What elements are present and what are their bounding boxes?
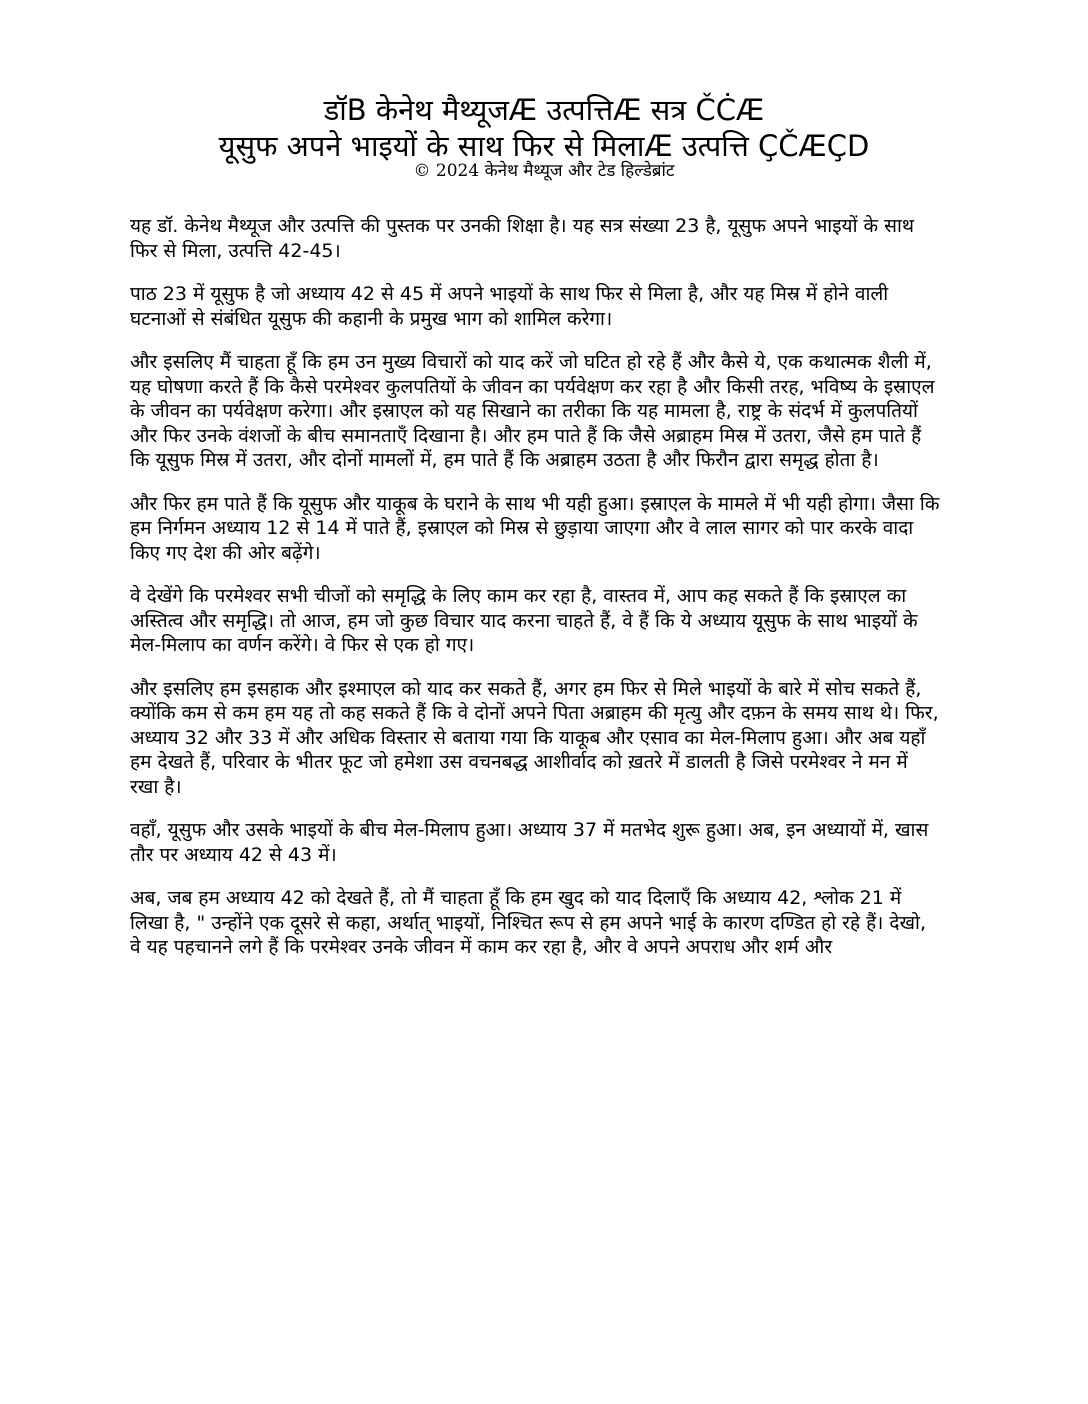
document-header — [100, 92, 988, 182]
paragraph-3: और इसलिए मैं चाहता हूँ कि हम उन मुख्य विचारों को याद करें जो घटित हो रहे हैं और कैसे ये, एक कथात्मक शैली में, यह घोषणा करते हैं कि कैसे परमेश्वर कुलपतियों के जीवन का पर्यवेक्षण कर रहा है और किसी तरह, भविष्य के इस्राएल के जीवन का पर्यवेक्षण करेगा। और इस्राएल को यह सिखाने का तरीका कि यह मामला है, राष्ट्र के संदर्भ में कुलपतियों और फिर उनके वंशजों के बीच समानताएँ दिखाना है। और हम पाते हैं कि जैसे अब्राहम मिस्र में उतरा, जैसे हम पाते हैं कि यूसुफ मिस्र में उतरा, और दोनों मामलों में, हम पाते हैं कि अब्राहम उठता है और फिरौन द्वारा समृद्ध होता है। — [130, 351, 935, 471]
body-text — [130, 214, 942, 979]
copyright-notice: © 2024 केनेथ मैथ्यूज और टेड हिल्डेब्रांट — [413, 161, 675, 181]
paragraph-4: और फिर हम पाते हैं कि यूसुफ और याकूब के घराने के साथ भी यही हुआ। इस्राएल के मामले में भी यही होगा। जैसा कि हम निर्गमन अध्याय 12 से 14 में पाते हैं, इस्राएल को मिस्र से छुड़ाया जाएगा और वे लाल सागर को पार करके वादा किए गए देश की ओर बढ़ेंगे। — [130, 492, 940, 564]
paragraph-6: और इसलिए हम इसहाक और इश्माएल को याद कर सकते हैं, अगर हम फिर से मिले भाइयों के बारे में सोच सकते हैं, क्योंकि कम से कम हम यह तो कह सकते हैं कि वे दोनों अपने पिता अब्राहम की मृत्यु और दफ़न के समय साथ थे। फिर, अध्याय 32 और 33 में और अधिक विस्तार से बताया गया कि याकूब और एसाव का मेल-मिलाप हुआ। और अब यहाँ हम देखते हैं, परिवार के भीतर फूट जो हमेशा उस वचनबद्ध आशीर्वाद को ख़तरे में डालती है जिसे परमेश्वर ने मन में रखा है। — [130, 677, 939, 798]
paragraph-8: अब, जब हम अध्याय 42 को देखते हैं, तो मैं चाहता हूँ कि हम खुद को याद दिलाएँ कि अध्याय 42, श्लोक 21 में लिखा है, " उन्होंने एक दूसरे से कहा, अर्थात् भाइयों, निश्चित रूप से हम अपने भाई के कारण दण्डित हो रहे हैं। देखो, वे यह पहचानने लगे हैं कि परमेश्वर उनके जीवन में काम कर रहा है, और वे अपने अपराध और शर्म और — [130, 887, 926, 958]
title-line-1: डॉB केनेथ मैथ्यूजÆ उत्पत्तिÆ सत्र ČĊÆ — [323, 93, 765, 127]
paragraph-7: वहाँ, यूसुफ और उसके भाइयों के बीच मेल-मिलाप हुआ। अध्याय 37 में मतभेद शुरू हुआ। अब, इन अध्यायों में, खास तौर पर अध्याय 42 से 43 में। — [130, 819, 929, 866]
paragraph-1: यह डॉ. केनेथ मैथ्यूज और उत्पत्ति की पुस्तक पर उनकी शिक्षा है। यह सत्र संख्या 23 है, यूसुफ अपने भाइयों के साथ फिर से मिला, उत्पत्ति 42-45। — [130, 215, 915, 262]
paragraph-2: पाठ 23 में यूसुफ है जो अध्याय 42 से 45 में अपने भाइयों के साथ फिर से मिला है, और यह मिस्र में होने वाली घटनाओं से संबंधित यूसुफ की कहानी के प्रमुख भाग को शामिल करेगा। — [130, 283, 889, 330]
title-line-2: यूसुफ अपने भाइयों के साथ फिर से मिलाÆ उत्पत्ति ÇČÆÇD — [218, 129, 870, 163]
paragraph-5: वे देखेंगे कि परमेश्वर सभी चीजों को समृद्धि के लिए काम कर रहा है, वास्तव में, आप कह सकते हैं कि इस्राएल का अस्तित्व और समृद्धि। तो आज, हम जो कुछ विचार याद करना चाहते हैं, वे हैं कि ये अध्याय यूसुफ के साथ भाइयों के मेल-मिलाप का वर्णन करेंगे। वे फिर से एक हो गए। — [130, 585, 918, 656]
